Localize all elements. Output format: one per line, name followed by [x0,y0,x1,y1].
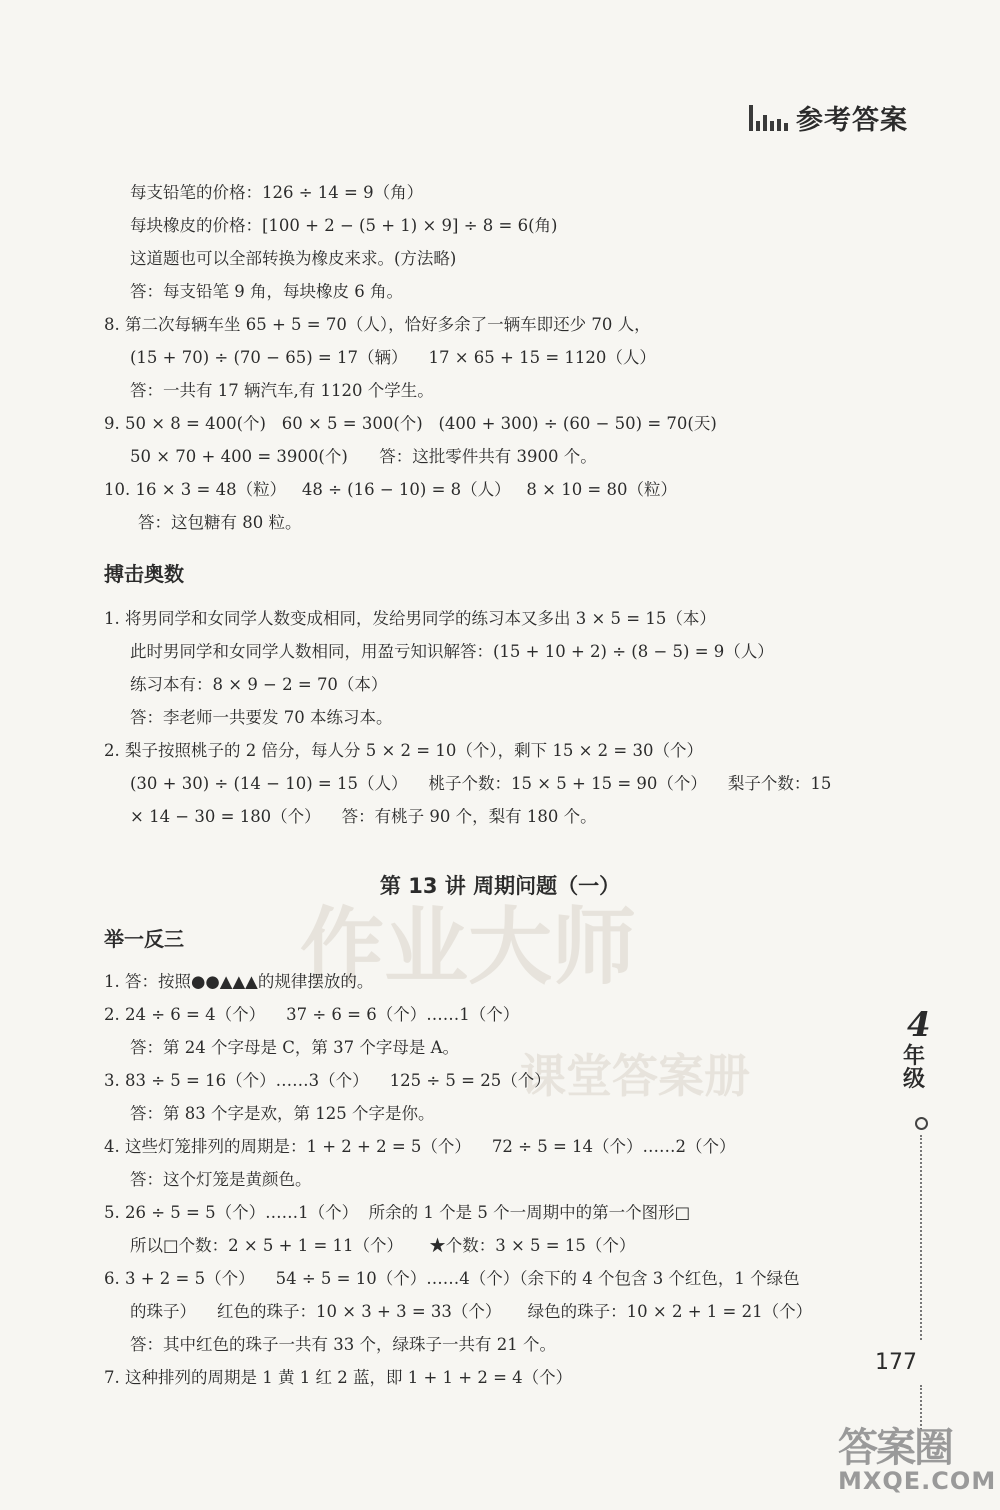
page-number: 177 [875,1350,917,1375]
answer-line: 4. 这些灯笼排列的周期是：1 + 2 + 2 = 5（个） 72 ÷ 5 = 14（个）……2（个） [104,1137,736,1156]
chapter-title: 第 13 讲 周期问题（一） [379,874,621,898]
circle-marker-icon [915,1117,928,1130]
answer-line: 答：这个灯笼是黄颜色。 [130,1170,312,1189]
section-heading: 举一反三 [104,927,184,951]
answer-line: 这道题也可以全部转换为橡皮来求。(方法略) [130,249,457,268]
answer-line: 此时男同学和女同学人数相同，用盈亏知识解答：(15 + 10 + 2) ÷ (8 − 5) = 9（人） [130,642,774,661]
header-title: 参考答案 [796,105,908,136]
answer-line: 练习本有：8 × 9 − 2 = 70（本） [130,675,388,694]
answer-line: 10. 16 × 3 = 48（粒） 48 ÷ (16 − 10) = 8（人） 8 × 10 = 80（粒） [104,480,677,499]
answer-line: 每块橡皮的价格：[100 + 2 − (5 + 1) × 9] ÷ 8 = 6(角) [130,216,558,235]
answer-line: 8. 第二次每辆车坐 65 + 5 = 70（人），恰好多余了一辆车即还少 70 人， [104,315,651,334]
grade-label: 年级 [903,1043,926,1093]
answer-line: (15 + 70) ÷ (70 − 65) = 17（辆） 17 × 65 + 15 = 1120（人） [130,348,656,367]
answer-line: 答：第 83 个字是欢，第 125 个字是你。 [130,1104,435,1123]
bar-chart-icon [749,105,788,131]
answer-line: 的珠子） 红色的珠子：10 × 3 + 3 = 33（个） 绿色的珠子：10 × 2 + 1 = 21（个） [130,1302,813,1321]
answer-line: 答：其中红色的珠子一共有 33 个，绿珠子一共有 21 个。 [130,1335,556,1354]
answer-line: 答：李老师一共要发 70 本练习本。 [130,708,393,727]
answer-line: 所以□个数：2 × 5 + 1 = 11（个） ★个数：3 × 5 = 15（个） [130,1236,636,1255]
watermark-text: 作业大师 [300,898,637,996]
site-logo [838,1416,996,1495]
answer-line: 2. 梨子按照桃子的 2 倍分，每人分 5 × 2 = 10（个），剩下 15 × 2 = 30（个） [104,741,703,760]
grade-number: 4 [907,1005,931,1045]
answer-line: 答：一共有 17 辆汽车,有 1120 个学生。 [130,381,434,400]
watermark-subtext: 课堂答案册 [520,1049,750,1103]
site-logo-domain: MXQE.COM [838,1467,997,1495]
section-heading: 搏击奥数 [104,562,184,586]
answer-line: 1. 将男同学和女同学人数变成相同，发给男同学的练习本又多出 3 × 5 = 15（本） [104,609,716,628]
page-header [749,98,908,137]
answer-line: 答：第 24 个字母是 C，第 37 个字母是 A。 [130,1038,460,1057]
answer-line: 2. 24 ÷ 6 = 4（个） 37 ÷ 6 = 6（个）……1（个） [104,1005,520,1024]
answer-line: 每支铅笔的价格：126 ÷ 14 = 9（角） [130,183,424,202]
answer-line: 答：这包糖有 80 粒。 [138,513,302,532]
answer-line: 7. 这种排列的周期是 1 黄 1 红 2 蓝，即 1 + 1 + 2 = 4（个） [104,1368,573,1387]
answer-line: 5. 26 ÷ 5 = 5（个）……1（个） 所余的 1 个是 5 个一周期中的第一个图形□ [104,1203,691,1222]
answer-line: 3. 83 ÷ 5 = 16（个）……3（个） 125 ÷ 5 = 25（个） [104,1071,551,1090]
answer-line: 6. 3 + 2 = 5（个） 54 ÷ 5 = 10（个）……4（个）（余下的 4 个包含 3 个红色，1 个绿色 [104,1269,800,1288]
answer-line: 答：每支铅笔 9 角，每块橡皮 6 角。 [130,282,403,301]
answer-line: × 14 − 30 = 180（个） 答：有桃子 90 个，梨有 180 个。 [130,807,597,826]
answer-line: 9. 50 × 8 = 400(个) 60 × 5 = 300(个) (400 + 300) ÷ (60 − 50) = 70(天) [104,414,717,433]
answer-line: 1. 答：按照●●▲▲▲的规律摆放的。 [104,972,374,991]
answer-line: 50 × 70 + 400 = 3900(个) 答：这批零件共有 3900 个。 [130,447,597,466]
dotted-divider [920,1135,922,1340]
answer-line: (30 + 30) ÷ (14 − 10) = 15（人） 桃子个数：15 × 5 + 15 = 90（个） 梨子个数：15 [130,774,832,793]
site-logo-text: 答案圈 [838,1425,952,1471]
